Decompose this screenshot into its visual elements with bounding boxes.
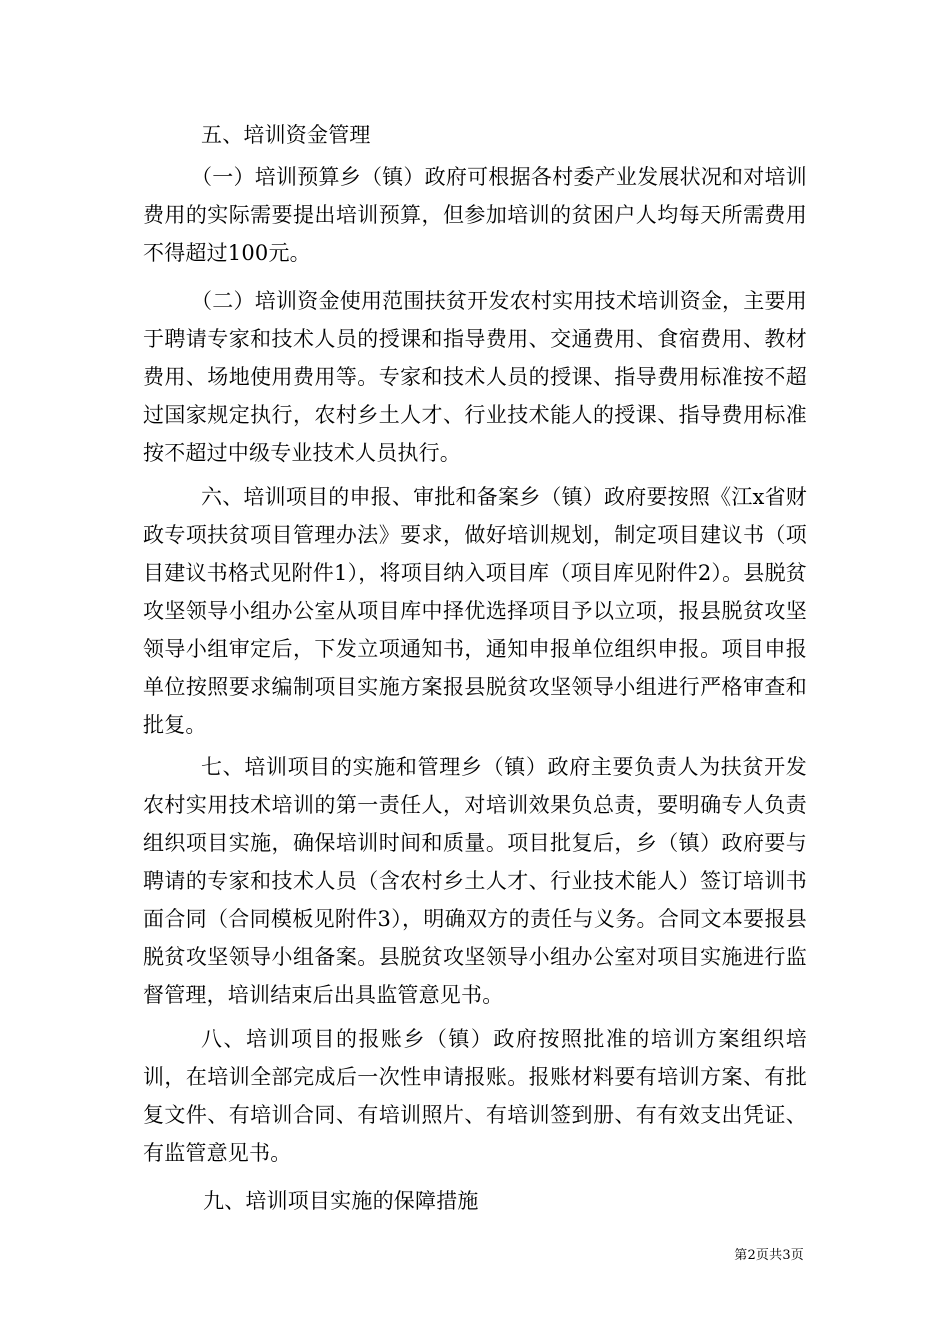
paragraph-training-budget: （一）培训预算乡（镇）政府可根据各村委产业发展状况和对培训费用的实际需要提出培训预算，但参加培训的贫困户人均每天所需费用不得超过100元。 [143, 165, 807, 265]
section-heading-5: 五、培训资金管理 [201, 123, 371, 147]
paragraph-fund-scope: （二）培训资金使用范围扶贫开发农村实用技术培训资金，主要用于聘请专家和技术人员的授课和指导费用、交通费用、食宿费用、教材费用、场地使用费用等。专家和技术人员的授课、指导费用标准按不超过国家规定执行，农村乡土人才、行业技术能人的授课、指导费用标准按不超过中级专业技术人员执行。 [143, 289, 807, 465]
paragraph-project-implementation: 七、培训项目的实施和管理乡（镇）政府主要负责人为扶贫开发农村实用技术培训的第一责任人，对培训效果负总责，要明确专人负责组织项目实施，确保培训时间和质量。项目批复后，乡（镇）政府要与聘请的专家和技术人员（含农村乡土人才、行业技术能人）签订培训书面合同（合同模板见附件3），明确双方的责任与义务。合同文本要报县脱贫攻坚领导小组备案。县脱贫攻坚领导小组办公室对项目实施进行监督管理，培训结束后出具监管意见书。 [143, 755, 807, 1007]
page-number-footer: 第2页共3页 [734, 1248, 804, 1263]
section-heading-9: 九、培训项目实施的保障措施 [203, 1189, 479, 1213]
document-body [143, 116, 807, 1220]
paragraph-project-reimbursement: 八、培训项目的报账乡（镇）政府按照批准的培训方案组织培训，在培训全部完成后一次性申请报账。报账材料要有培训方案、有批复文件、有培训合同、有培训照片、有培训签到册、有有效支出凭证、有监管意见书。 [143, 1027, 807, 1165]
paragraph-project-application: 六、培训项目的申报、审批和备案乡（镇）政府要按照《江x省财政专项扶贫项目管理办法》要求，做好培训规划，制定项目建议书（项目建议书格式见附件1），将项目纳入项目库（项目库见附件2）。县脱贫攻坚领导小组办公室从项目库中择优选择项目予以立项，报县脱贫攻坚领导小组审定后，下发立项通知书，通知申报单位组织申报。项目申报单位按照要求编制项目实施方案报县脱贫攻坚领导小组进行严格审查和批复。 [143, 485, 807, 737]
